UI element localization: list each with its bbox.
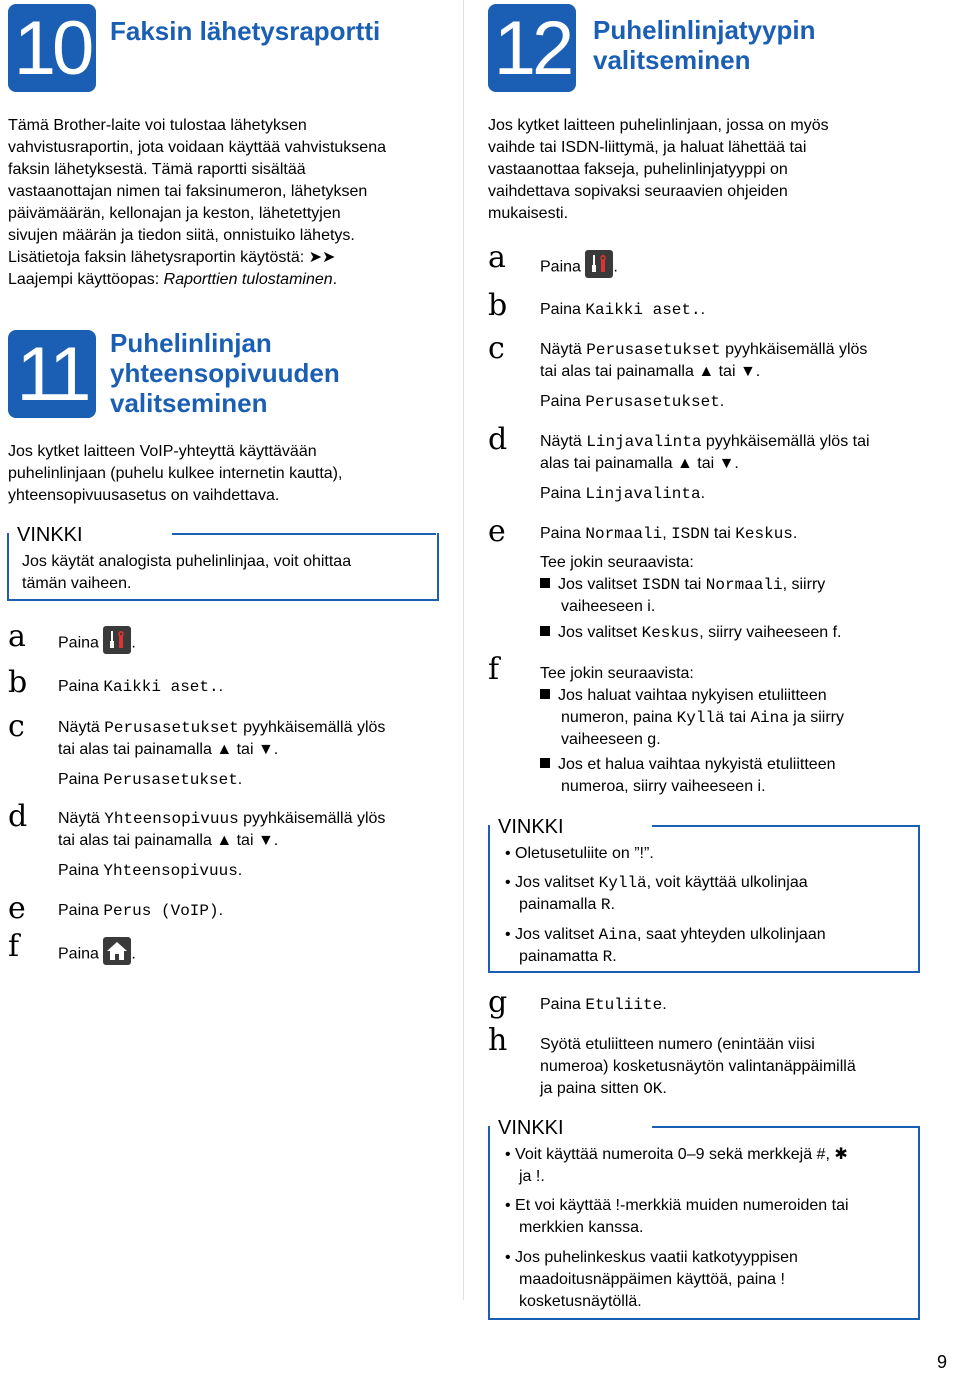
instruction-line: tai alas tai painamalla ▲ tai ▼. bbox=[58, 832, 279, 849]
step-letter: d bbox=[8, 799, 28, 834]
menu-option: R bbox=[602, 948, 613, 966]
text: . bbox=[237, 862, 243, 879]
body-line bbox=[8, 269, 386, 291]
section-title bbox=[593, 15, 815, 75]
tip-text bbox=[22, 551, 351, 595]
square-bullet-icon bbox=[540, 626, 550, 636]
text: , voit käyttää ulkolinjaa bbox=[646, 874, 808, 891]
tip-box-left-top bbox=[488, 825, 490, 835]
instruction-line: tai alas tai painamalla ▲ tai ▼. bbox=[540, 363, 761, 380]
instruction-line bbox=[58, 808, 385, 830]
body-text bbox=[8, 115, 386, 291]
instruction bbox=[58, 626, 136, 661]
body-line: vaihde tai ISDN-liittymä, ja haluat lähettää tai bbox=[488, 139, 807, 156]
step-number-box bbox=[8, 4, 96, 92]
home-icon bbox=[103, 937, 131, 972]
text: Paina bbox=[58, 902, 104, 919]
menu-option: Yhteensopivuus bbox=[104, 810, 239, 828]
instruction bbox=[540, 250, 618, 285]
text: Paina bbox=[540, 485, 586, 502]
list-item-continuation: vaiheeseen i. bbox=[561, 598, 656, 615]
title-line: Puhelinlinjan bbox=[110, 328, 272, 358]
text: Jos haluat vaihtaa nykyisen etuliitteen bbox=[558, 687, 827, 704]
text: . bbox=[613, 258, 618, 276]
text: ja siirry bbox=[788, 709, 844, 726]
text: Jos valitset bbox=[558, 624, 642, 641]
menu-option: Aina bbox=[750, 709, 789, 727]
text: . bbox=[131, 945, 136, 963]
step-letter: a bbox=[488, 240, 506, 275]
tip-bullet bbox=[505, 1144, 848, 1188]
body-text bbox=[488, 115, 829, 225]
menu-option: Perusasetukset bbox=[585, 393, 720, 411]
step-letter: f bbox=[8, 929, 20, 964]
settings-tools-icon bbox=[103, 626, 131, 661]
step-number: 10 bbox=[13, 5, 91, 91]
body-line: Lisätietoja faksin lähetysraportin käytöstä: ➤➤ bbox=[8, 249, 336, 266]
body-line: päivämäärän, kellonajan ja keston, lähetettyjen bbox=[8, 205, 341, 222]
menu-option: Perusasetukset bbox=[103, 771, 238, 789]
text-line: kosketusnäytöllä. bbox=[519, 1293, 642, 1310]
text: tai bbox=[709, 525, 736, 542]
menu-option: Keskus bbox=[641, 624, 700, 642]
list-item bbox=[540, 574, 825, 596]
title-line: Puhelinlinjatyypin bbox=[593, 15, 816, 45]
instruction bbox=[540, 523, 797, 545]
tip-bullet bbox=[505, 1247, 798, 1313]
body-line: faksin lähetyksestä. Tämä raportti sisältää bbox=[8, 161, 306, 178]
list-item bbox=[540, 622, 841, 644]
tip-bullet bbox=[505, 1195, 849, 1239]
instruction bbox=[540, 339, 867, 413]
text: Jos valitset bbox=[515, 926, 599, 943]
text: Laajempi käyttöopas: bbox=[8, 271, 164, 288]
list-item bbox=[540, 754, 836, 776]
instruction-line bbox=[540, 431, 870, 453]
instruction-follow: Tee jokin seuraavista: bbox=[540, 665, 694, 682]
step-number-box bbox=[8, 330, 96, 418]
menu-option: Etuliite bbox=[585, 996, 663, 1014]
text-line: • Jos valitset Aina, saat yhteyden ulkolinjaan bbox=[505, 926, 826, 944]
text: Paina bbox=[58, 771, 104, 788]
instruction-line bbox=[58, 769, 385, 791]
menu-option: Perus (VoIP) bbox=[103, 902, 219, 920]
text: , siirry vaiheeseen f. bbox=[699, 624, 842, 641]
square-bullet-icon bbox=[540, 578, 550, 588]
text-line: ja !. bbox=[519, 1168, 545, 1185]
step-letter: c bbox=[488, 331, 505, 366]
instruction bbox=[540, 431, 870, 505]
menu-option: R bbox=[600, 896, 611, 914]
text-line: • Voit käyttää numeroita 0–9 sekä merkkejä #, ✱ bbox=[505, 1146, 848, 1163]
body-line: vaihdettava sopivaksi seuraavien ohjeiden bbox=[488, 183, 788, 200]
instruction bbox=[58, 676, 223, 698]
text: tai bbox=[724, 709, 751, 726]
settings-tools-icon bbox=[585, 250, 613, 285]
text: Paina bbox=[58, 862, 104, 879]
text-line bbox=[561, 707, 844, 729]
tip-bullet: • Oletusetuliite on ”!”. bbox=[505, 845, 654, 862]
text: , saat yhteyden ulkolinjaan bbox=[637, 926, 826, 943]
text: . bbox=[218, 678, 224, 695]
body-line: mukaisesti. bbox=[488, 205, 569, 222]
step-letter: e bbox=[488, 514, 506, 549]
text: . bbox=[662, 1080, 667, 1097]
text: . bbox=[332, 271, 338, 288]
step-number: 11 bbox=[16, 331, 88, 417]
instruction bbox=[58, 937, 136, 972]
step-letter: c bbox=[8, 709, 25, 744]
text: . bbox=[662, 996, 667, 1013]
menu-option: Kyllä bbox=[676, 709, 725, 727]
menu-option: Linjavalinta bbox=[586, 433, 702, 451]
text: , siirry bbox=[782, 576, 826, 593]
tip-line: tämän vaiheen. bbox=[22, 575, 132, 592]
list-item-continuation: numeroa, siirry vaiheeseen i. bbox=[561, 778, 766, 795]
menu-option: Yhteensopivuus bbox=[103, 862, 238, 880]
text: pyyhkäisemällä ylös bbox=[720, 341, 868, 358]
text-line: • Et voi käyttää !-merkkiä muiden numeroiden tai bbox=[505, 1197, 849, 1214]
menu-option: Kyllä bbox=[598, 874, 647, 892]
instruction-line bbox=[540, 483, 870, 505]
instruction-follow: Tee jokin seuraavista: bbox=[540, 554, 694, 571]
text: Näytä bbox=[58, 719, 105, 736]
text: ja paina sitten bbox=[540, 1080, 644, 1097]
text: . bbox=[719, 393, 725, 410]
step-letter: e bbox=[8, 891, 26, 926]
body-line: puhelinlinjaan (puhelu kulkee internetin kautta), bbox=[8, 465, 343, 482]
title-line: yhteensopivuuden bbox=[110, 358, 340, 388]
text: . bbox=[218, 902, 224, 919]
step-letter: f bbox=[488, 652, 500, 687]
body-line: Tämä Brother-laite voi tulostaa lähetyksen bbox=[8, 117, 307, 134]
text: . bbox=[700, 485, 706, 502]
manual-reference-link: Raporttien tulostaminen bbox=[163, 271, 333, 288]
square-bullet-icon bbox=[540, 689, 550, 699]
section-title bbox=[110, 328, 340, 418]
body-line: sivujen määrän ja tiedon siitä, onnistuiko lähetys. bbox=[8, 227, 355, 244]
instruction bbox=[58, 717, 385, 791]
instruction-line bbox=[540, 339, 867, 361]
text: . bbox=[792, 525, 798, 542]
instruction-line: Syötä etuliitteen numero (enintään viisi bbox=[540, 1036, 815, 1053]
menu-option: Keskus bbox=[735, 525, 793, 543]
step-letter: g bbox=[488, 985, 508, 1020]
text: numeron, paina bbox=[561, 709, 677, 726]
menu-option: ISDN bbox=[641, 576, 680, 594]
text: Paina bbox=[58, 634, 104, 652]
menu-option: Kaikki aset. bbox=[103, 678, 219, 696]
text: Voit käyttää numeroita 0–9 sekä merkkejä #, ✱ bbox=[515, 1146, 848, 1163]
body-text bbox=[8, 441, 342, 507]
text-line bbox=[505, 946, 826, 968]
text: , bbox=[662, 525, 672, 542]
list-item bbox=[540, 685, 827, 707]
body-line: yhteensopivuusasetus on vaihdettava. bbox=[8, 487, 280, 504]
menu-option: Perusasetukset bbox=[586, 341, 721, 359]
tip-box-left-top bbox=[488, 1126, 490, 1136]
instruction bbox=[58, 808, 385, 882]
instruction-line: tai alas tai painamalla ▲ tai ▼. bbox=[58, 741, 279, 758]
section-title: Faksin lähetysraportti bbox=[110, 16, 381, 46]
menu-option: Normaali bbox=[705, 576, 783, 594]
text: Paina bbox=[540, 301, 586, 318]
text: Paina bbox=[58, 945, 104, 963]
text: pyyhkäisemällä ylös bbox=[238, 810, 386, 827]
step-letter: b bbox=[488, 288, 508, 323]
instruction-line bbox=[540, 1078, 856, 1100]
menu-option: ISDN bbox=[671, 525, 710, 543]
text: pyyhkäisemällä ylös bbox=[238, 719, 386, 736]
body-line: Jos kytket laitteen VoIP-yhteyttä käyttävään bbox=[8, 443, 317, 460]
page-number: 9 bbox=[937, 1352, 948, 1372]
text: tai bbox=[680, 576, 706, 593]
tip-box-left-top bbox=[7, 533, 9, 543]
tip-label: VINKKI bbox=[498, 1117, 564, 1139]
step-letter: a bbox=[8, 619, 26, 654]
text: Jos valitset bbox=[515, 874, 599, 891]
text: . bbox=[131, 634, 136, 652]
instruction bbox=[58, 900, 223, 922]
menu-option: Perusasetukset bbox=[104, 719, 239, 737]
text: painamalla bbox=[519, 896, 601, 913]
instruction-line bbox=[58, 860, 385, 882]
instruction-line bbox=[58, 717, 385, 739]
text: Paina bbox=[540, 996, 586, 1013]
text: pyyhkäisemällä ylös tai bbox=[701, 433, 870, 450]
text: . bbox=[237, 771, 243, 788]
text: Oletusetuliite on ”!”. bbox=[515, 845, 654, 862]
text: Paina bbox=[540, 393, 586, 410]
text-line: vaiheeseen g. bbox=[561, 731, 661, 748]
text-line: • Jos puhelinkeskus vaatii katkotyyppisen bbox=[505, 1249, 798, 1266]
tip-bullet bbox=[505, 924, 826, 968]
instruction-line: numeroa) kosketusnäytön valintanäppäimillä bbox=[540, 1058, 856, 1075]
text: Jos et halua vaihtaa nykyistä etuliitteen bbox=[558, 756, 836, 773]
body-line: Jos kytket laitteen puhelinlinjaan, jossa on myös bbox=[488, 117, 829, 134]
menu-option: Aina bbox=[598, 926, 638, 944]
text: Jos puhelinkeskus vaatii katkotyyppisen bbox=[515, 1249, 798, 1266]
instruction-line: alas tai painamalla ▲ tai ▼. bbox=[540, 455, 739, 472]
menu-option: Normaali bbox=[585, 525, 663, 543]
step-letter: d bbox=[488, 422, 508, 457]
text-line: merkkien kanssa. bbox=[519, 1219, 644, 1236]
text: Paina bbox=[58, 678, 104, 695]
text: . bbox=[700, 301, 706, 318]
text: . bbox=[612, 948, 617, 965]
body-line: vastaanottaa fakseja, puhelinlinjatyyppi on bbox=[488, 161, 788, 178]
title-line: valitseminen bbox=[593, 45, 751, 75]
step-letter: h bbox=[488, 1023, 508, 1058]
text: Näytä bbox=[540, 433, 587, 450]
text-line bbox=[505, 894, 808, 916]
instruction-line bbox=[540, 391, 867, 413]
column-divider bbox=[463, 0, 464, 1300]
tip-line: Jos käytät analogista puhelinlinjaa, voit ohittaa bbox=[22, 553, 352, 570]
text: Paina bbox=[540, 258, 586, 276]
text: Näytä bbox=[540, 341, 587, 358]
step-number: 12 bbox=[493, 5, 571, 91]
title-line: valitseminen bbox=[110, 388, 268, 418]
list-item-continuation bbox=[561, 707, 844, 751]
step-letter: b bbox=[8, 665, 28, 700]
body-line: vahvistusraportin, jota voidaan käyttää vahvistuksena bbox=[8, 139, 386, 156]
menu-option: Linjavalinta bbox=[585, 485, 701, 503]
instruction bbox=[540, 994, 667, 1016]
square-bullet-icon bbox=[540, 758, 550, 768]
step-number-box bbox=[488, 4, 576, 92]
instruction bbox=[540, 1034, 856, 1100]
menu-option: OK bbox=[643, 1080, 663, 1098]
text: Et voi käyttää !-merkkiä muiden numeroiden tai bbox=[515, 1197, 849, 1214]
text: painamatta bbox=[519, 948, 603, 965]
tip-label: VINKKI bbox=[17, 524, 83, 546]
tip-bullet bbox=[505, 872, 808, 916]
menu-option: Kaikki aset. bbox=[585, 301, 701, 319]
text: Paina bbox=[540, 525, 586, 542]
text-line: maadoitusnäppäimen käyttöä, paina ! bbox=[519, 1271, 785, 1288]
tip-label: VINKKI bbox=[498, 816, 564, 838]
text: . bbox=[610, 896, 615, 913]
text: Näytä bbox=[58, 810, 105, 827]
instruction bbox=[540, 299, 705, 321]
body-line: vastaanottajan nimen tai faksinumeron, lähetyksen bbox=[8, 183, 368, 200]
text-line: • Jos valitset Kyllä, voit käyttää ulkolinjaa bbox=[505, 874, 808, 892]
text: Jos valitset bbox=[558, 576, 642, 593]
